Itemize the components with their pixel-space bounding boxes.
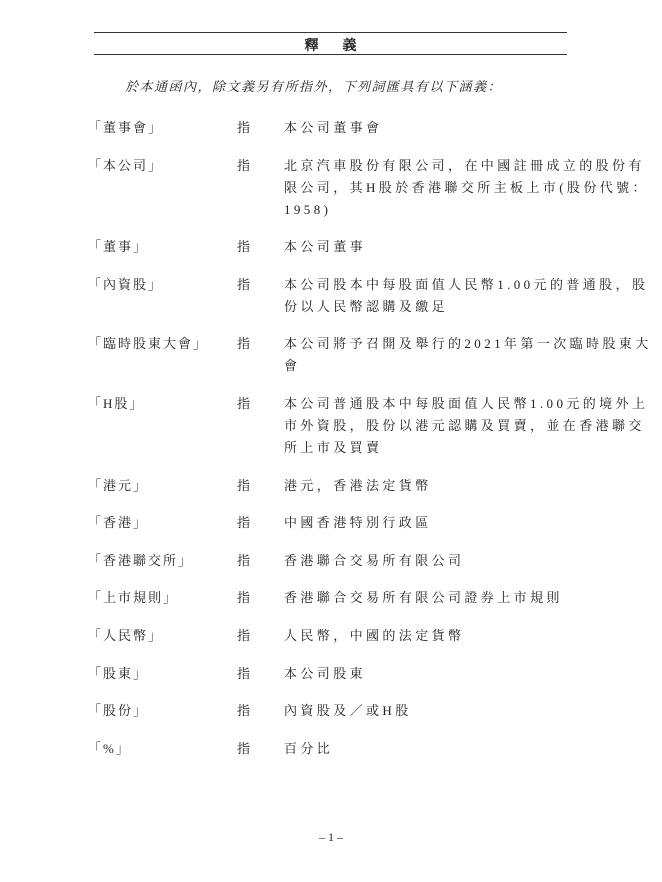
definition-text: [284, 587, 568, 609]
definition-row: [88, 587, 568, 609]
definition-refers: 指: [237, 740, 251, 756]
definition-text: [284, 155, 649, 221]
definition-line: 人民幣，中國的法定貨幣: [284, 627, 465, 643]
definition-line: 會: [284, 358, 301, 374]
definition-line: 百分比: [284, 740, 334, 756]
definition-text: [284, 475, 568, 497]
definition-term: 「%」: [88, 740, 131, 756]
definition-row: [88, 475, 568, 497]
definition-term: 「上市規則」: [88, 590, 179, 606]
definition-row: [88, 512, 568, 534]
intro-text: 於本通函內，除文義另有所指外，下列詞匯具有以下涵義：: [125, 79, 503, 94]
definition-term: 「本公司」: [88, 157, 164, 173]
definition-row: [88, 700, 568, 722]
definition-row: [88, 393, 649, 459]
definition-term: 「港元」: [88, 477, 149, 493]
definition-text: [284, 738, 568, 760]
definition-line: 內資股及／或H股: [284, 703, 412, 719]
definition-row: [88, 550, 568, 572]
header-bottom-rule: [94, 54, 567, 55]
definition-refers: 指: [237, 552, 251, 568]
definition-line: 本公司股東: [284, 665, 367, 681]
definition-line: 本公司將予召開及舉行的2021年第一次臨時股東大: [284, 336, 652, 352]
definition-text: [284, 512, 568, 534]
definition-term: 「董事會」: [88, 120, 164, 135]
definition-term: 「香港聯交所」: [88, 552, 194, 568]
definition-text: [284, 550, 568, 572]
definition-row: [88, 274, 649, 318]
definition-refers: 指: [237, 120, 251, 135]
definition-line: 本公司董事: [284, 239, 367, 255]
page-title: 釋義: [304, 39, 381, 54]
definition-text: [284, 117, 568, 139]
definition-refers: 指: [237, 590, 251, 606]
definition-line: 份以人民幣認購及繳足: [284, 298, 449, 314]
definition-line: 本公司普通股本中每股面值人民幣1.00元的境外上: [284, 395, 649, 411]
definition-line: 市外資股，股份以港元認購及買賣，並在香港聯交: [284, 417, 645, 433]
definition-refers: 指: [237, 515, 251, 531]
definition-line: 1958): [284, 201, 332, 217]
definition-term: 「內資股」: [88, 276, 164, 292]
definition-refers: 指: [237, 395, 251, 411]
definition-line: 限公司，其H股於香港聯交所主板上市(股份代號：: [284, 179, 649, 195]
definition-line: 本公司股本中每股面值人民幣1.00元的普通股，股: [284, 276, 649, 292]
definition-line: 港元，香港法定貨幣: [284, 477, 432, 493]
definition-row: [88, 155, 649, 221]
definition-text: [284, 393, 649, 459]
page-number: – 1 –: [319, 830, 343, 844]
definition-line: 香港聯合交易所有限公司證券上市規則: [284, 590, 563, 606]
definition-line: 所上市及買賣: [284, 439, 383, 455]
definition-refers: 指: [237, 157, 251, 173]
definition-term: 「股份」: [88, 703, 149, 719]
definition-row: [88, 236, 568, 258]
definition-term: 「H股」: [88, 395, 145, 411]
definition-line: 香港聯合交易所有限公司: [284, 552, 465, 568]
definition-text: [284, 274, 649, 318]
definition-term: 「香港」: [88, 515, 149, 531]
definition-row: [88, 625, 568, 647]
definitions-list: [88, 117, 652, 775]
definition-line: 本公司董事會: [284, 120, 383, 135]
header-top-rule: [94, 32, 567, 33]
definition-line: 中國香港特別行政區: [284, 515, 432, 531]
definition-term: 「股東」: [88, 665, 149, 681]
definition-refers: 指: [237, 665, 251, 681]
definition-text: [284, 333, 652, 377]
definition-text: [284, 663, 568, 685]
definition-text: [284, 700, 568, 722]
definition-row: [88, 333, 652, 377]
definition-text: [284, 236, 568, 258]
definition-row: [88, 738, 568, 760]
definition-refers: 指: [237, 276, 251, 292]
definition-text: [284, 625, 568, 647]
definition-term: 「人民幣」: [88, 627, 164, 643]
definition-row: [88, 663, 568, 685]
definition-refers: 指: [237, 627, 251, 643]
definition-line: 北京汽車股份有限公司，在中國註冊成立的股份有: [284, 157, 645, 173]
definition-refers: 指: [237, 336, 251, 352]
definition-row: [88, 117, 568, 139]
definition-refers: 指: [237, 703, 251, 719]
definition-refers: 指: [237, 239, 251, 255]
definition-term: 「董事」: [88, 239, 149, 255]
definition-refers: 指: [237, 477, 251, 493]
definition-term: 「臨時股東大會」: [88, 336, 209, 352]
